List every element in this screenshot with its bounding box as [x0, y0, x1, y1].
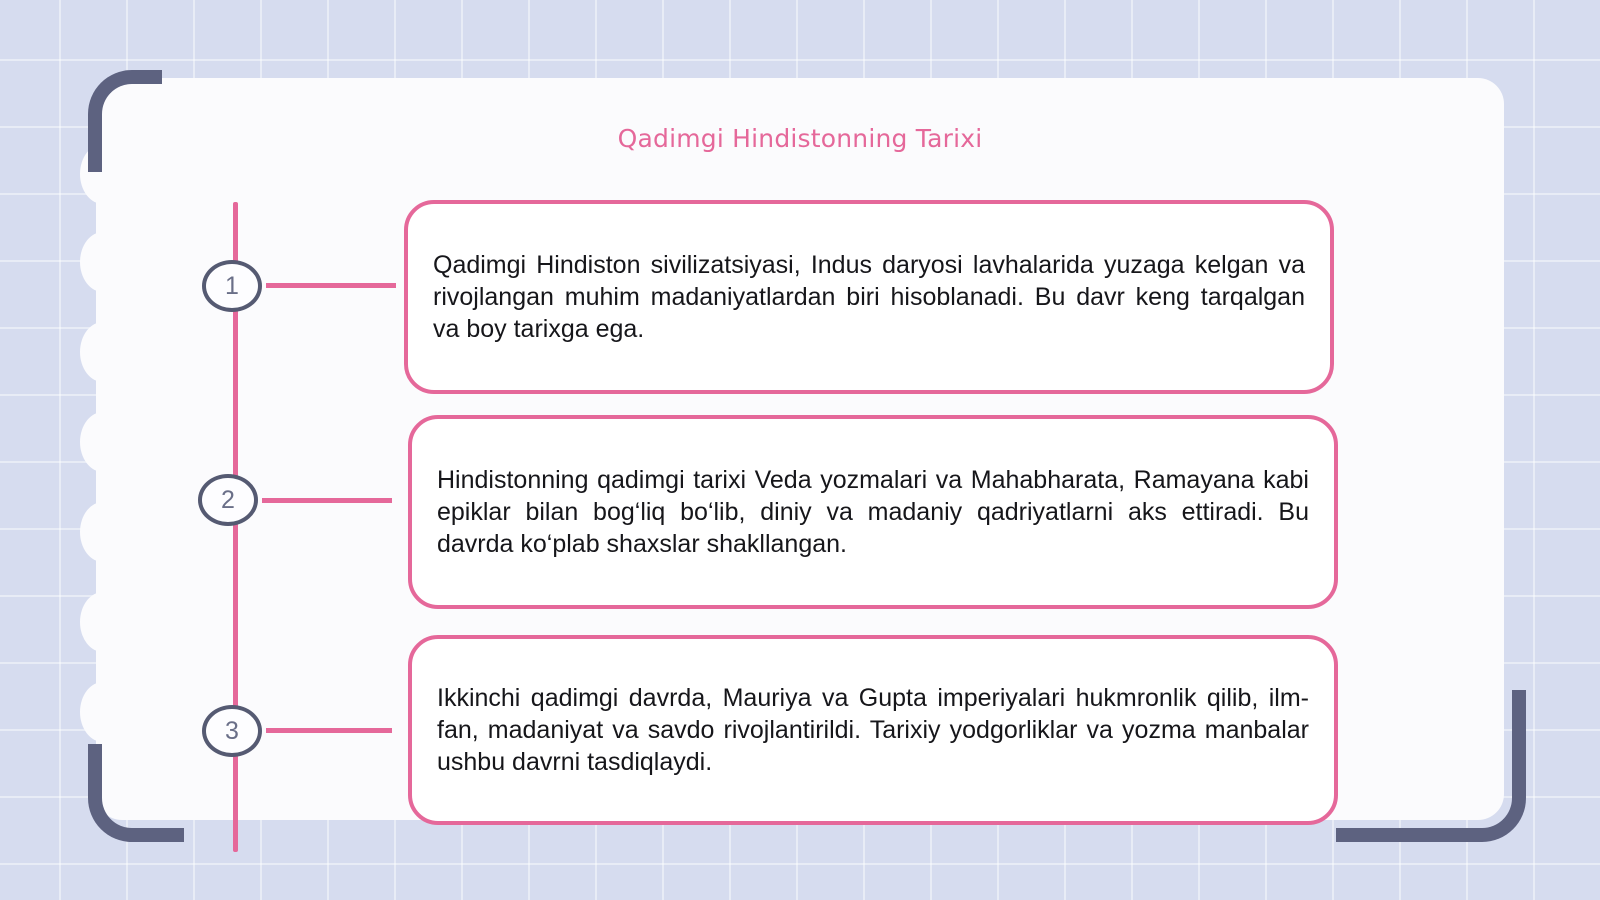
- timeline-connector: [266, 283, 396, 288]
- timeline-card-1: [404, 200, 1334, 394]
- timeline-card-text: Ikkinchi qadimgi davrda, Mauriya va Gupta imperiyalari hukmronlik qilib, ilm-fan, madaniyat va savdo rivojlantirildi. Tarixiy yodgorliklar va yozma manbalar ushbu davrni tasdiqlaydi.: [437, 684, 1309, 776]
- timeline-card-text: Hindistonning qadimgi tarixi Veda yozmalari va Mahabharata, Ramayana kabi epiklar bilan bog‘liq bo‘lib, diniy va madaniy qadriyatlarni aks ettiradi. Bu davrda ko‘plab shaxslar shakllangan.: [437, 466, 1309, 558]
- paper-scallop: [80, 592, 126, 652]
- paper-scallop: [80, 412, 126, 472]
- paper-scallop: [80, 682, 126, 742]
- timeline-node-3: 3: [202, 705, 262, 757]
- timeline-node-1: 1: [202, 260, 262, 312]
- corner-bracket-top-left: [88, 70, 162, 172]
- slide-title: Qadimgi Hindistonning Tarixi: [617, 124, 983, 153]
- timeline-card-text: Qadimgi Hindiston sivilizatsiyasi, Indus daryosi lavhalarida yuzaga kelgan va rivojlangan muhim madaniyatlardan biri hisoblanadi. Bu davr keng tarqalgan va boy tarixga ega.: [433, 251, 1305, 343]
- paper-scallop: [80, 232, 126, 292]
- timeline-card-2: [408, 415, 1338, 609]
- corner-bracket-bottom-right: [1336, 690, 1526, 842]
- paper-scallop: [80, 322, 126, 382]
- timeline-card-3: [408, 635, 1338, 825]
- paper-scallop: [80, 502, 126, 562]
- timeline-node-2: 2: [198, 474, 258, 526]
- corner-bracket-bottom-left: [88, 744, 184, 842]
- timeline-connector: [266, 728, 392, 733]
- timeline-connector: [262, 498, 392, 503]
